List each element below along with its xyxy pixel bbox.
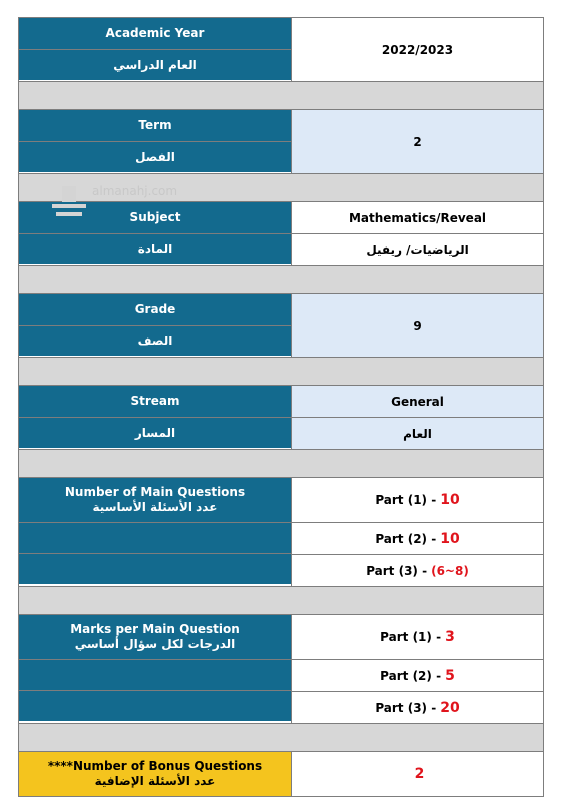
subject-value-ar: الرياضيات/ ريفيل [292, 233, 543, 265]
academic-year-row [19, 17, 543, 82]
bonus-value [292, 752, 543, 796]
term-label-en: Term [19, 110, 291, 141]
main-questions-part-1-value: 10 [440, 492, 460, 508]
marks-part-2: Part (2) - 5 [292, 659, 543, 691]
subject-row [19, 202, 543, 266]
exam-spec-table [18, 17, 544, 797]
separator [19, 587, 543, 615]
separator [19, 358, 543, 386]
separator [19, 82, 543, 110]
watermark-text: almanahj.com [92, 184, 178, 198]
marks-part-2-value: 5 [445, 667, 455, 684]
bonus-label [19, 752, 291, 796]
main-questions-label-ar: عدد الأسئلة الأساسية [92, 500, 218, 514]
main-questions-part-3: Part (3) - (6~8) [292, 554, 543, 586]
academic-year-label-en: Academic Year [19, 18, 291, 49]
bonus-row [19, 752, 543, 797]
grade-row [19, 294, 543, 358]
subject-label-ar: المادة [19, 233, 291, 264]
subject-value-en: Mathematics/Reveal [292, 202, 543, 233]
stream-row [19, 386, 543, 450]
main-questions-part-1: Part (1) - 10 [292, 478, 543, 522]
main-questions-label-en: Number of Main Questions [64, 485, 246, 499]
grade-label-en: Grade [19, 294, 291, 325]
marks-label [19, 615, 291, 659]
subject-label-en: Subject [19, 202, 291, 233]
separator [19, 174, 543, 202]
marks-part-3-value: 20 [440, 699, 460, 716]
academic-year-value: 2022/2023 [292, 18, 543, 81]
separator [19, 450, 543, 478]
marks-part-1: Part (1) - 3 [292, 615, 543, 659]
main-questions-blank-cell [19, 522, 291, 553]
marks-part-1-value: 3 [445, 629, 455, 645]
term-row [19, 110, 543, 174]
term-label-ar: الفصل [19, 141, 291, 172]
term-value: 2 [292, 110, 543, 173]
stream-value-en: General [292, 386, 543, 417]
marks-part-3: Part (3) - 20 [292, 691, 543, 723]
marks-blank-cell [19, 659, 291, 690]
grade-value: 9 [292, 294, 543, 357]
stream-value-ar: العام [292, 417, 543, 449]
main-questions-blank-cell [19, 553, 291, 584]
bonus-value-number: 2 [414, 766, 425, 782]
marks-block [19, 615, 543, 724]
main-questions-label [19, 478, 291, 522]
grade-label-ar: الصف [19, 325, 291, 356]
academic-year-label-ar: العام الدراسي [19, 49, 291, 80]
stream-label-ar: المسار [19, 417, 291, 448]
bonus-label-en: ****Number of Bonus Questions [47, 759, 263, 773]
main-questions-block [19, 478, 543, 587]
marks-label-en: Marks per Main Question [70, 622, 240, 636]
marks-label-ar: الدرجات لكل سؤال أساسي [74, 637, 236, 651]
separator [19, 724, 543, 752]
separator [19, 266, 543, 294]
main-questions-part-2: Part (2) - 10 [292, 522, 543, 554]
main-questions-part-3-value: (6~8) [431, 563, 469, 578]
marks-blank-cell [19, 690, 291, 721]
bonus-label-ar: عدد الأسئلة الإضافية [94, 774, 216, 788]
main-questions-part-2-value: 10 [440, 530, 460, 547]
stream-label-en: Stream [19, 386, 291, 417]
